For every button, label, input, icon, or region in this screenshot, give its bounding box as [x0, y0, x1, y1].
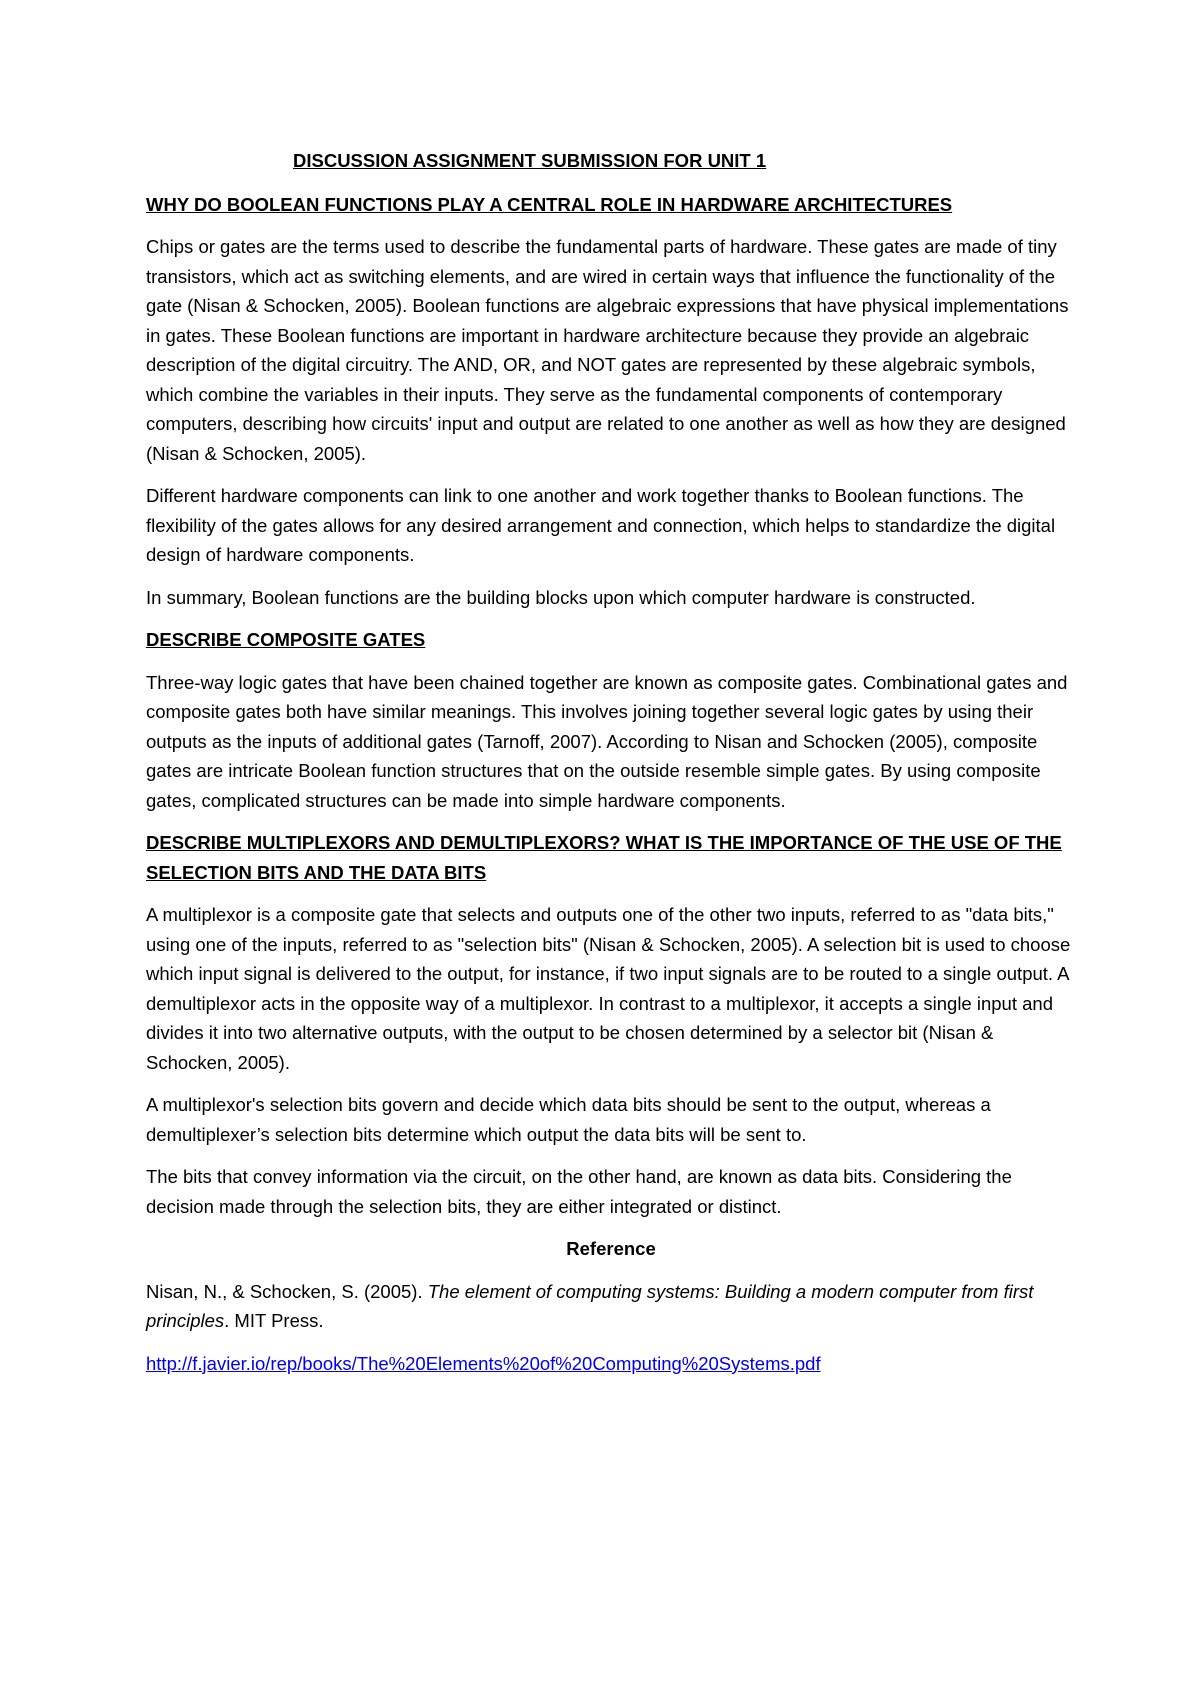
reference-publisher: . MIT Press. [224, 1310, 324, 1331]
paragraph: A multiplexor's selection bits govern and decide which data bits should be sent to the output, whereas a demultiplexer’s selection bits determine which output the data bits will be sent to. [146, 1094, 991, 1145]
paragraph: Chips or gates are the terms used to describe the fundamental parts of hardware. These gates are made of tiny transistors, which act as switching elements, and are wired in certain ways that influence the functionality of the gate (Nisan & Schocken, 2005). Boolean functions are algebraic expressions that have physical implementations in gates. These Boolean functions are important in hardware architecture because they provide an algebraic description of the digital circuitry. The AND, OR, and NOT gates are represented by these algebraic symbols, which combine the variables in their inputs. They serve as the fundamental components of contemporary computers, describing how circuits' input and output are related to one another as well as how they are designed (Nisan & Schocken, 2005). [146, 236, 1069, 464]
section-heading-multiplexors: DESCRIBE MULTIPLEXORS AND DEMULTIPLEXORS? WHAT IS THE IMPORTANCE OF THE USE OF THE SELECTION BITS AND THE DATA BITS [146, 832, 1062, 883]
reference-link[interactable]: http://f.javier.io/rep/books/The%20Elements%20of%20Computing%20Systems.pdf [146, 1352, 821, 1374]
reference-authors: Nisan, N., & Schocken, S. (2005). [146, 1280, 428, 1302]
reference-heading: Reference [566, 1238, 656, 1259]
paragraph: Three-way logic gates that have been chained together are known as composite gates. Combinational gates and composite gates both have similar meanings. This involves joining together several logic gates by using their outputs as the inputs of additional gates (Tarnoff, 2007). According to Nisan and Schocken (2005), composite gates are intricate Boolean function structures that on the outside resemble simple gates. By using composite gates, complicated structures can be made into simple hardware components. [146, 671, 1068, 811]
document-body [146, 146, 1076, 1391]
section-heading-boolean-functions: WHY DO BOOLEAN FUNCTIONS PLAY A CENTRAL ROLE IN HARDWARE ARCHITECTURES [146, 193, 953, 215]
document-title: DISCUSSION ASSIGNMENT SUBMISSION FOR UNIT 1 [293, 150, 767, 171]
paragraph: Different hardware components can link to one another and work together thanks to Boolean functions. The flexibility of the gates allows for any desired arrangement and connection, which helps to standardize the digital design of hardware components. [146, 485, 1056, 565]
paragraph: In summary, Boolean functions are the building blocks upon which computer hardware is constructed. [146, 586, 976, 608]
reference-entry [146, 1277, 1076, 1336]
paragraph: A multiplexor is a composite gate that selects and outputs one of the other two inputs, referred to as "data bits," using one of the inputs, referred to as "selection bits" (Nisan & Schocken, 2005). A selection bit is used to choose which input signal is delivered to the output, for instance, if two input signals are to be routed to a single output. A demultiplexor acts in the opposite way of a multiplexor. In contrast to a multiplexor, it accepts a single input and divides it into two alternative outputs, with the output to be chosen determined by a selector bit (Nisan & Schocken, 2005). [146, 904, 1071, 1073]
section-heading-composite-gates: DESCRIBE COMPOSITE GATES [146, 629, 426, 650]
reference-link-line [146, 1349, 1076, 1379]
reference-title: The element of computing systems: Building a modern computer from first principles [146, 1280, 1034, 1331]
paragraph: The bits that convey information via the circuit, on the other hand, are known as data bits. Considering the decision made through the selection bits, they are either integrated or distinct. [146, 1166, 1012, 1217]
